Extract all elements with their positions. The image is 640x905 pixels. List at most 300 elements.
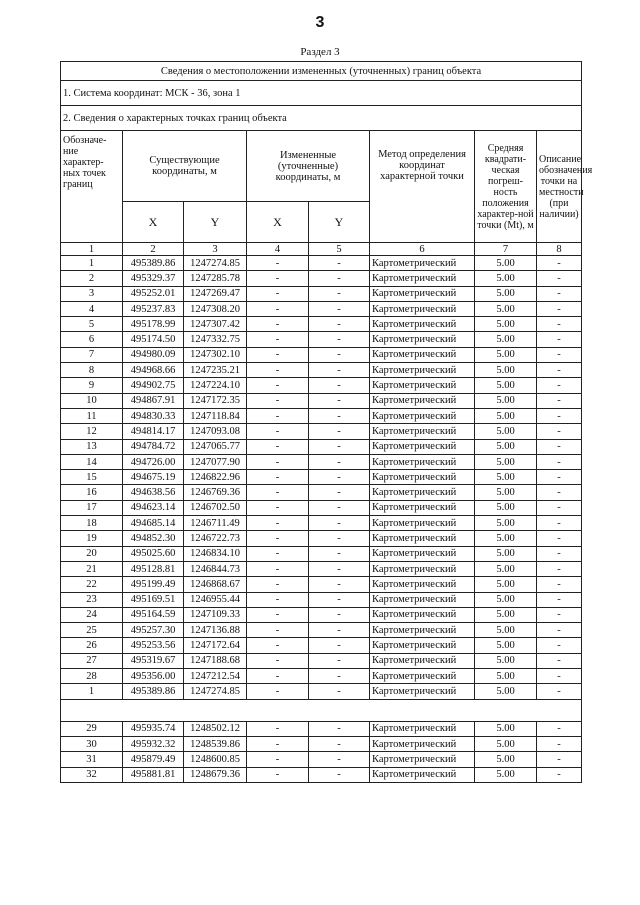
table-cell: - [537,752,582,767]
table-cell: 5.00 [475,684,537,699]
table-cell: 5.00 [475,500,537,515]
table-cell: Картометрический [370,332,475,347]
table-cell: 5.00 [475,271,537,286]
table-cell: 494852.30 [123,531,184,546]
table-cell: Картометрический [370,378,475,393]
table-cell: 5.00 [475,607,537,622]
table-row [61,271,582,286]
table-cell: Картометрический [370,607,475,622]
header-changed-coords: Измененные (уточненные) координаты, м [247,131,370,202]
table-cell: - [537,531,582,546]
table-row [61,721,582,736]
table-cell: - [309,669,370,684]
table-cell: 494726.00 [123,454,184,469]
table-cell: 1248502.12 [184,721,247,736]
table-cell: 25 [61,623,123,638]
table-cell: 1248539.86 [184,736,247,751]
table-cell: 5.00 [475,378,537,393]
table-row [61,347,582,362]
table-cell: 5.00 [475,592,537,607]
table-cell: - [309,470,370,485]
table-cell: 495178.99 [123,317,184,332]
table-cell: - [537,408,582,423]
table-cell: Картометрический [370,363,475,378]
table-cell: - [537,592,582,607]
table-cell: - [537,424,582,439]
table-cell: 26 [61,638,123,653]
table-cell: 1246955.44 [184,592,247,607]
table-cell: - [309,516,370,531]
table-cell: Картометрический [370,752,475,767]
table-cell: 22 [61,577,123,592]
table-row [61,454,582,469]
table-cell: 1247308.20 [184,301,247,316]
table-cell: 495164.59 [123,607,184,622]
table-row [61,317,582,332]
table-cell: 1247065.77 [184,439,247,454]
table-cell: 494902.75 [123,378,184,393]
table-cell: - [309,271,370,286]
table-cell: 494980.09 [123,347,184,362]
table-cell: 495879.49 [123,752,184,767]
table-row [61,561,582,576]
table-cell: 494638.56 [123,485,184,500]
table-cell: 1246834.10 [184,546,247,561]
table-cell: - [537,485,582,500]
column-number: 4 [247,243,309,256]
table-cell: - [247,317,309,332]
table-cell: 495257.30 [123,623,184,638]
table-cell: Картометрический [370,531,475,546]
table-cell: - [247,454,309,469]
column-numbers-row [61,243,582,256]
table-cell: 495237.83 [123,301,184,316]
table-cell: - [247,500,309,515]
table-row [61,485,582,500]
table-cell: 1248600.85 [184,752,247,767]
points-heading-row: 2. Сведения о характерных точках границ объекта [61,106,582,131]
table-cell: Картометрический [370,669,475,684]
table-cell: 495881.81 [123,767,184,782]
table-cell: - [247,669,309,684]
table-cell: 4 [61,301,123,316]
table-cell: Картометрический [370,577,475,592]
table-cell: 494685.14 [123,516,184,531]
table-cell: - [309,424,370,439]
table-cell: 1247172.35 [184,393,247,408]
header-mean-error: Средняя квадрати-ческая погреш-ность положения характер-ной точки (Mt), м [475,131,537,243]
table-row [61,767,582,782]
table-cell: 1246769.36 [184,485,247,500]
table-cell: 5.00 [475,736,537,751]
table-cell: 5.00 [475,767,537,782]
table-cell: 18 [61,516,123,531]
table-cell: 495389.86 [123,684,184,699]
table-cell: - [247,623,309,638]
table-cell: 1247172.64 [184,638,247,653]
table-cell: - [309,531,370,546]
table-cell: 1247235.21 [184,363,247,378]
table-cell: - [247,424,309,439]
table-cell: - [537,256,582,271]
table-cell: 5.00 [475,454,537,469]
table-cell: - [247,256,309,271]
table-cell: - [309,286,370,301]
table-cell: Картометрический [370,623,475,638]
table-cell: 1246702.50 [184,500,247,515]
table-cell: - [537,638,582,653]
column-number: 8 [537,243,582,256]
coord-system-row: 1. Система координат: МСК - 36, зона 1 [61,81,582,106]
table-cell: - [537,470,582,485]
table-cell: 5.00 [475,301,537,316]
table-cell: 1247269.47 [184,286,247,301]
table-cell: Картометрический [370,347,475,362]
table-cell: - [537,271,582,286]
table-row [61,301,582,316]
table-cell: 1247212.54 [184,669,247,684]
table-cell: - [309,500,370,515]
table-cell: - [247,767,309,782]
table-cell: 5.00 [475,424,537,439]
table-cell: - [247,332,309,347]
separator-cell [61,699,582,721]
table-cell: 1247274.85 [184,256,247,271]
table-cell: - [537,577,582,592]
table-cell: 1246868.67 [184,577,247,592]
table-cell: Картометрический [370,439,475,454]
table-cell: 1 [61,684,123,699]
table-row [61,653,582,668]
column-number: 6 [370,243,475,256]
table-cell: 1246722.73 [184,531,247,546]
table-cell: - [309,653,370,668]
table-cell: Картометрический [370,256,475,271]
table-row [61,286,582,301]
table-cell: 28 [61,669,123,684]
table-cell: 1247274.85 [184,684,247,699]
table-cell: - [537,736,582,751]
table-cell: 5.00 [475,623,537,638]
header-x-existing: X [123,202,184,243]
table-cell: - [247,516,309,531]
header-method: Метод определения координат характерной точки [370,131,475,243]
table-cell: Картометрический [370,317,475,332]
table-cell: Картометрический [370,454,475,469]
table-cell: - [247,347,309,362]
table-cell: Картометрический [370,470,475,485]
table-cell: Картометрический [370,721,475,736]
table-cell: - [309,317,370,332]
table-cell: 1 [61,256,123,271]
table-cell: 5.00 [475,531,537,546]
column-number: 5 [309,243,370,256]
table-cell: 5.00 [475,669,537,684]
table-cell: - [537,454,582,469]
table-cell: - [247,561,309,576]
table-cell: 495199.49 [123,577,184,592]
table-cell: 15 [61,470,123,485]
table-cell: 5.00 [475,286,537,301]
table-cell: - [247,638,309,653]
table-cell: 495356.00 [123,669,184,684]
table-cell: 5.00 [475,561,537,576]
table-cell: 10 [61,393,123,408]
table-cell: - [309,561,370,576]
table-row [61,500,582,515]
table-cell: 5 [61,317,123,332]
table-cell: - [537,332,582,347]
table-cell: - [309,721,370,736]
table-cell: - [537,607,582,622]
table-cell: Картометрический [370,393,475,408]
table-cell: Картометрический [370,684,475,699]
table-cell: Картометрический [370,638,475,653]
table-cell: 494830.33 [123,408,184,423]
table-cell: 495329.37 [123,271,184,286]
table-row [61,516,582,531]
table-cell: 494675.19 [123,470,184,485]
table-row [61,408,582,423]
table-cell: 495253.56 [123,638,184,653]
table-cell: - [309,301,370,316]
table-cell: 19 [61,531,123,546]
table-cell: 5.00 [475,256,537,271]
table-cell: 494784.72 [123,439,184,454]
table-cell: Картометрический [370,736,475,751]
table-cell: - [537,439,582,454]
table-cell: 5.00 [475,347,537,362]
table-cell: Картометрический [370,485,475,500]
table-cell: 5.00 [475,638,537,653]
table-cell: 29 [61,721,123,736]
table-cell: - [537,546,582,561]
table-cell: - [309,546,370,561]
table-cell: 17 [61,500,123,515]
table-cell: 1247093.08 [184,424,247,439]
table-cell: - [537,721,582,736]
table-cell: - [247,607,309,622]
table-cell: - [537,669,582,684]
table-cell: - [309,592,370,607]
table-cell: 20 [61,546,123,561]
table-cell: 16 [61,485,123,500]
table-cell: - [309,767,370,782]
table-cell: - [309,607,370,622]
table-row [61,638,582,653]
table-cell: 21 [61,561,123,576]
table-row [61,256,582,271]
table-cell: Картометрический [370,301,475,316]
table-cell: - [247,531,309,546]
table-cell: 5.00 [475,393,537,408]
table-row [61,684,582,699]
table-cell: 495389.86 [123,256,184,271]
table-cell: 27 [61,653,123,668]
table-cell: - [309,439,370,454]
table-cell: - [309,408,370,423]
table-cell: 5.00 [475,439,537,454]
table-cell: - [309,684,370,699]
table-cell: - [537,561,582,576]
table-cell: - [537,623,582,638]
table-cell: Картометрический [370,546,475,561]
table-cell: Картометрический [370,500,475,515]
table-cell: 23 [61,592,123,607]
table-cell: - [537,286,582,301]
table-cell: 7 [61,347,123,362]
table-cell: 495174.50 [123,332,184,347]
table-cell: - [247,577,309,592]
table-cell: 5.00 [475,408,537,423]
table-row [61,470,582,485]
table-row [61,592,582,607]
table-cell: - [537,317,582,332]
table-cell: Картометрический [370,592,475,607]
table-cell: 5.00 [475,577,537,592]
table-cell: - [247,408,309,423]
table-cell: 1247307.42 [184,317,247,332]
table-cell: Картометрический [370,271,475,286]
table-cell: 1247109.33 [184,607,247,622]
table-cell: Картометрический [370,653,475,668]
table-cell: 495935.74 [123,721,184,736]
table-row [61,669,582,684]
table-cell: - [247,286,309,301]
table-cell: 1246711.49 [184,516,247,531]
table-cell: 1246822.96 [184,470,247,485]
table-cell: 495169.51 [123,592,184,607]
table-cell: - [537,301,582,316]
table-title: Сведения о местоположении измененных (уточненных) границ объекта [61,62,582,81]
table-row [61,577,582,592]
separator-row [61,699,582,721]
table-cell: 5.00 [475,721,537,736]
table-cell: - [247,439,309,454]
table-cell: - [537,347,582,362]
table-cell: 5.00 [475,317,537,332]
column-number: 7 [475,243,537,256]
column-number: 3 [184,243,247,256]
table-cell: - [537,378,582,393]
table-cell: - [537,653,582,668]
table-row [61,332,582,347]
table-cell: - [309,736,370,751]
table-cell: 494867.91 [123,393,184,408]
table-cell: 5.00 [475,516,537,531]
table-cell: - [309,256,370,271]
table-cell: 30 [61,736,123,751]
table-cell: 1247077.90 [184,454,247,469]
table-cell: - [247,363,309,378]
table-cell: 9 [61,378,123,393]
table-cell: 1246844.73 [184,561,247,576]
table-cell: 1247118.84 [184,408,247,423]
table-cell: Картометрический [370,561,475,576]
table-cell: - [247,653,309,668]
table-cell: - [309,454,370,469]
table-cell: 6 [61,332,123,347]
header-x-changed: X [247,202,309,243]
table-cell: - [537,393,582,408]
table-cell: 8 [61,363,123,378]
table-cell: 5.00 [475,546,537,561]
table-cell: - [247,752,309,767]
table-cell: - [537,684,582,699]
table-cell: 1247136.88 [184,623,247,638]
table-cell: - [247,485,309,500]
table-cell: 495025.60 [123,546,184,561]
table-cell: 494623.14 [123,500,184,515]
table-cell: - [309,332,370,347]
table-cell: 5.00 [475,653,537,668]
table-cell: Картометрический [370,408,475,423]
table-cell: - [537,516,582,531]
table-cell: Картометрический [370,767,475,782]
table-row [61,607,582,622]
column-number: 2 [123,243,184,256]
column-number: 1 [61,243,123,256]
table-cell: - [537,500,582,515]
table-cell: - [309,485,370,500]
table-cell: 11 [61,408,123,423]
table-row [61,736,582,751]
table-cell: - [309,363,370,378]
table-row [61,752,582,767]
table-cell: Картометрический [370,424,475,439]
table-cell: 14 [61,454,123,469]
table-row [61,378,582,393]
table-cell: 13 [61,439,123,454]
table-cell: - [309,577,370,592]
table-cell: - [247,684,309,699]
table-cell: - [309,623,370,638]
table-cell: 1247332.75 [184,332,247,347]
table-row [61,424,582,439]
table-row [61,363,582,378]
table-cell: - [247,470,309,485]
table-cell: - [247,271,309,286]
table-cell: 1247188.68 [184,653,247,668]
table-cell: 5.00 [475,332,537,347]
boundary-points-table [60,61,593,783]
table-cell: 5.00 [475,485,537,500]
table-cell: - [537,767,582,782]
table-row [61,531,582,546]
table-cell: 494814.17 [123,424,184,439]
table-cell: 24 [61,607,123,622]
table-cell: 5.00 [475,470,537,485]
table-cell: - [247,721,309,736]
table-cell: 5.00 [475,752,537,767]
table-cell: 12 [61,424,123,439]
table-cell: 31 [61,752,123,767]
table-cell: Картометрический [370,516,475,531]
table-cell: 494968.66 [123,363,184,378]
table-cell: 495128.81 [123,561,184,576]
table-cell: - [537,363,582,378]
table-row [61,546,582,561]
header-y-existing: Y [184,202,247,243]
table-cell: - [247,592,309,607]
table-cell: - [309,347,370,362]
table-cell: 495932.32 [123,736,184,751]
header-y-changed: Y [309,202,370,243]
table-cell: - [247,736,309,751]
table-cell: 5.00 [475,363,537,378]
table-cell: - [309,752,370,767]
table-cell: - [247,546,309,561]
